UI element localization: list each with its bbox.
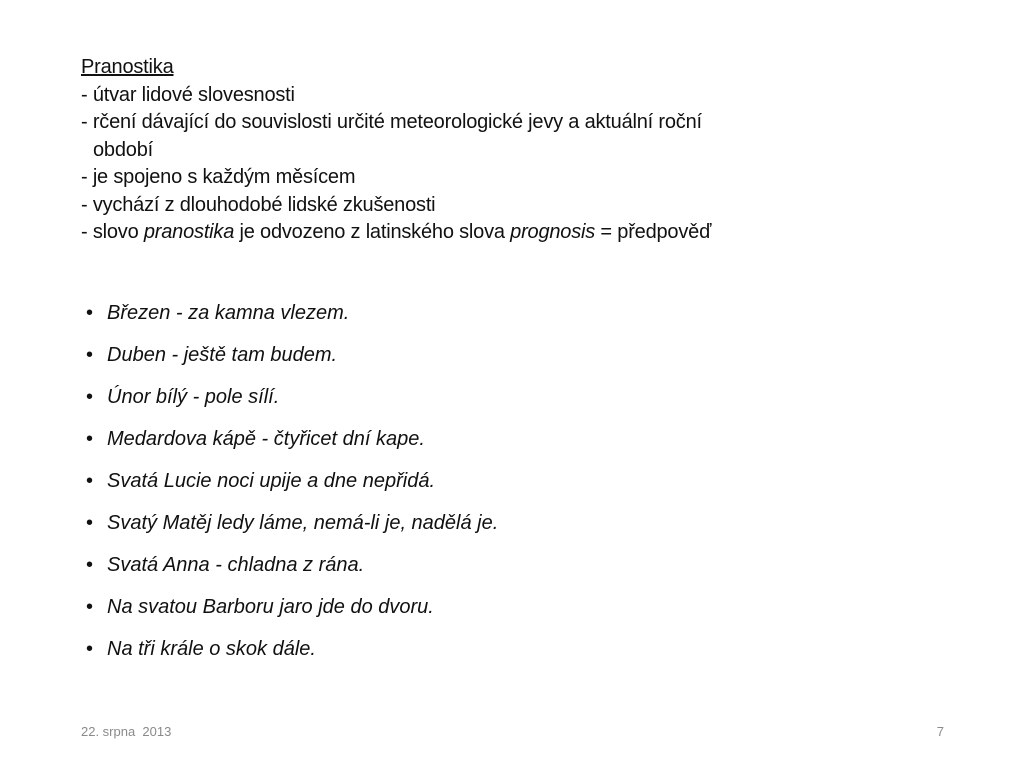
saying-text: Na tři krále o skok dále. [107, 638, 316, 660]
saying-text: Medardova kápě - čtyřicet dní kape. [107, 428, 425, 450]
list-item [86, 592, 498, 634]
list-item [86, 634, 498, 676]
list-item [86, 298, 498, 340]
etymology-middle: je odvozeno z latinského slova [234, 221, 511, 243]
etymology-line [81, 219, 901, 247]
saying-text: Na svatou Barboru jaro jde do dvoru. [107, 596, 434, 618]
etymology-suffix: = předpověď [595, 221, 712, 243]
definition-line: období [93, 138, 153, 161]
bullet-icon: • [86, 596, 94, 618]
footer-date: 22. srpna 2013 [81, 724, 172, 739]
page-number: 7 [936, 724, 944, 739]
term-pranostika: pranostika [143, 221, 235, 243]
bullet-icon: • [86, 344, 94, 366]
saying-text: Únor bílý - pole sílí. [107, 386, 280, 408]
bullet-icon: • [86, 428, 94, 450]
list-item [86, 466, 498, 508]
sayings-list [86, 298, 498, 676]
bullet-icon: • [86, 386, 94, 408]
bullet-icon: • [86, 302, 94, 324]
list-item [86, 508, 498, 550]
etymology-prefix: - slovo [81, 221, 144, 243]
list-item [86, 340, 498, 382]
list-item [86, 550, 498, 592]
definition-line: - rčení dávající do souvislosti určité meteorologické jevy a aktuální roční [81, 111, 702, 133]
bullet-icon: • [86, 512, 94, 534]
saying-text: Březen - za kamna vlezem. [107, 302, 350, 324]
bullet-icon: • [86, 554, 94, 576]
bullet-icon: • [86, 470, 94, 492]
list-item [86, 382, 498, 424]
bullet-icon: • [86, 638, 94, 660]
saying-text: Svatá Anna - chladna z rána. [107, 554, 365, 576]
saying-text: Svatý Matěj ledy láme, nemá-li je, nadělá je. [107, 512, 499, 534]
term-prognosis: prognosis [510, 221, 596, 243]
definition-line: - vychází z dlouhodobé lidské zkušenosti [81, 193, 436, 216]
definition-block [81, 54, 901, 247]
saying-text: Svatá Lucie noci upije a dne nepřidá. [107, 470, 436, 492]
definition-line: - útvar lidové slovesnosti [81, 83, 295, 106]
saying-text: Duben - ještě tam budem. [107, 344, 338, 366]
slide-title: Pranostika [81, 56, 174, 78]
list-item [86, 424, 498, 466]
definition-line: - je spojeno s každým měsícem [81, 166, 356, 188]
